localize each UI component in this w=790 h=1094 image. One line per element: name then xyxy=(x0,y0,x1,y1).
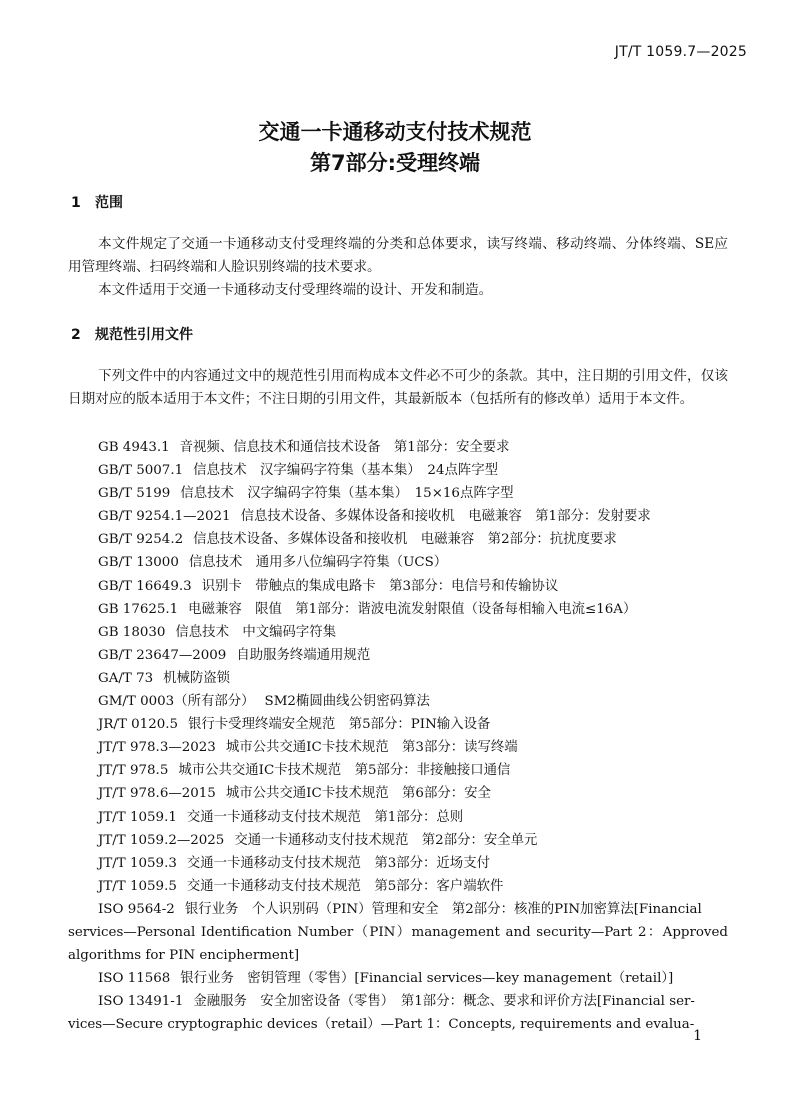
page-number: 1 xyxy=(693,1028,702,1044)
reference-item xyxy=(68,898,728,967)
reference-code: GB/T 13000 xyxy=(98,555,179,571)
reference-item xyxy=(98,505,728,528)
reference-code: GB/T 23647—2009 xyxy=(98,647,227,663)
section-number: 2 xyxy=(71,327,81,343)
reference-code: GB 17625.1 xyxy=(98,601,179,617)
reference-item xyxy=(98,690,728,713)
reference-title: 自助服务终端通用规范 xyxy=(236,647,371,663)
reference-title: 金融服务 安全加密设备（零售） 第1部分：概念、要求和评价方法[Financial ser- xyxy=(193,994,695,1010)
reference-title-continuation: vices—Secure cryptographic devices（retail）—Part 1：Concepts, requirements and evalua- xyxy=(68,1017,695,1033)
reference-code: JT/T 1059.5 xyxy=(98,878,177,894)
section-heading-normative-references xyxy=(71,324,193,344)
paragraph: 下列文件中的内容通过文中的规范性引用而构成本文件必不可少的条款。其中，注日期的引用文件，仅该日期对应的版本适用于本文件；不注日期的引用文件，其最新版本（包括所有的修改单）适用于本文件。 xyxy=(68,368,728,407)
reference-title: SM2椭圆曲线公钥密码算法 xyxy=(264,694,430,710)
reference-title: 城市公共交通IC卡技术规范 第3部分：读写终端 xyxy=(225,740,518,756)
reference-item xyxy=(98,782,728,805)
reference-code: JR/T 0120.5 xyxy=(98,717,179,733)
section-title: 范围 xyxy=(95,195,123,211)
reference-code: GB/T 16649.3 xyxy=(98,578,192,594)
document-subtitle: 第7部分:受理终端 xyxy=(309,151,480,175)
reference-item xyxy=(98,575,728,598)
document-title: 交通一卡通移动支付技术规范 xyxy=(258,120,532,144)
reference-code: ISO 9564-2 xyxy=(98,901,175,917)
reference-item xyxy=(98,621,728,644)
reference-item xyxy=(98,667,728,690)
standard-code: JT/T 1059.7—2025 xyxy=(614,44,747,60)
reference-code: JT/T 978.3—2023 xyxy=(98,740,216,756)
reference-code: ISO 11568 xyxy=(98,971,171,987)
section-title: 规范性引用文件 xyxy=(95,327,193,343)
reference-title: 交通一卡通移动支付技术规范 第1部分：总则 xyxy=(186,809,464,825)
reference-item xyxy=(98,528,728,551)
reference-item xyxy=(98,644,728,667)
reference-code: JT/T 1059.2—2025 xyxy=(98,832,225,848)
reference-title: 银行卡受理终端安全规范 第5部分：PIN输入设备 xyxy=(188,717,491,733)
reference-item xyxy=(98,482,728,505)
reference-item xyxy=(98,829,728,852)
paragraph: 本文件规定了交通一卡通移动支付受理终端的分类和总体要求，读写终端、移动终端、分体终端、SE应用管理终端、扫码终端和人脸识别终端的技术要求。 xyxy=(68,236,728,275)
reference-code: JT/T 1059.1 xyxy=(98,809,177,825)
reference-title: 银行业务 密钥管理（零售）[Financial services—key management（retail）] xyxy=(180,971,674,987)
section-number: 1 xyxy=(71,195,81,211)
reference-title: 信息技术设备、多媒体设备和接收机 电磁兼容 第1部分：发射要求 xyxy=(240,509,651,525)
reference-title: 音视频、信息技术和通信技术设备 第1部分：安全要求 xyxy=(179,440,510,455)
reference-title: 识别卡 带触点的集成电路卡 第3部分：电信号和传输协议 xyxy=(201,578,559,594)
reference-item xyxy=(98,967,728,990)
reference-title: 信息技术设备、多媒体设备和接收机 电磁兼容 第2部分：抗扰度要求 xyxy=(193,532,617,548)
reference-code: GB 18030 xyxy=(98,624,166,640)
reference-title: 城市公共交通IC卡技术规范 第6部分：安全 xyxy=(225,786,491,802)
reference-item xyxy=(98,598,728,621)
reference-title: 交通一卡通移动支付技术规范 第3部分：近场支付 xyxy=(186,855,490,871)
reference-code: GA/T 73 xyxy=(98,670,154,686)
reference-item xyxy=(98,875,728,898)
reference-code: GB/T 5199 xyxy=(98,486,171,502)
reference-title-continuation: services—Personal Identification Number（PIN）management and security—Part 2：Approved algorithms for PIN encipherment] xyxy=(68,924,728,964)
reference-title: 机械防盗锁 xyxy=(163,670,231,686)
reference-list xyxy=(68,436,728,1036)
reference-code: JT/T 1059.3 xyxy=(98,855,177,871)
reference-item xyxy=(98,713,728,736)
reference-title: 交通一卡通移动支付技术规范 第2部分：安全单元 xyxy=(234,832,538,848)
section-heading-scope xyxy=(71,192,123,212)
reference-title: 信息技术 中文编码字符集 xyxy=(175,624,337,640)
reference-item xyxy=(98,759,728,782)
reference-title: 信息技术 通用多八位编码字符集（UCS） xyxy=(188,555,448,571)
reference-item xyxy=(98,736,728,759)
reference-title: 银行业务 个人识别码（PIN）管理和安全 第2部分：核准的PIN加密算法[Financial xyxy=(184,901,702,917)
reference-code: JT/T 978.5 xyxy=(98,763,169,779)
reference-code: GM/T 0003（所有部分） xyxy=(98,694,255,710)
reference-title: 信息技术 汉字编码字符集（基本集） 15×16点阵字型 xyxy=(180,486,514,502)
reference-item xyxy=(98,459,728,482)
reference-item xyxy=(98,852,728,875)
reference-code: GB/T 9254.1—2021 xyxy=(98,509,231,525)
reference-title: 交通一卡通移动支付技术规范 第5部分：客户端软件 xyxy=(186,878,504,894)
reference-title: 信息技术 汉字编码字符集（基本集） 24点阵字型 xyxy=(193,463,499,479)
reference-item xyxy=(98,806,728,829)
paragraph: 本文件适用于交通一卡通移动支付受理终端的设计、开发和制造。 xyxy=(98,282,493,298)
reference-code: GB/T 9254.2 xyxy=(98,532,184,548)
reference-code: GB 4943.1 xyxy=(98,440,170,455)
reference-code: ISO 13491-1 xyxy=(98,994,184,1010)
reference-title: 电磁兼容 限值 第1部分：谐波电流发射限值（设备每相输入电流≤16A） xyxy=(188,601,637,617)
reference-item xyxy=(68,990,728,1036)
reference-item xyxy=(98,436,728,459)
reference-code: GB/T 5007.1 xyxy=(98,463,184,479)
reference-title: 城市公共交通IC卡技术规范 第5部分：非接触接口通信 xyxy=(178,763,511,779)
reference-item xyxy=(98,551,728,574)
reference-code: JT/T 978.6—2015 xyxy=(98,786,216,802)
